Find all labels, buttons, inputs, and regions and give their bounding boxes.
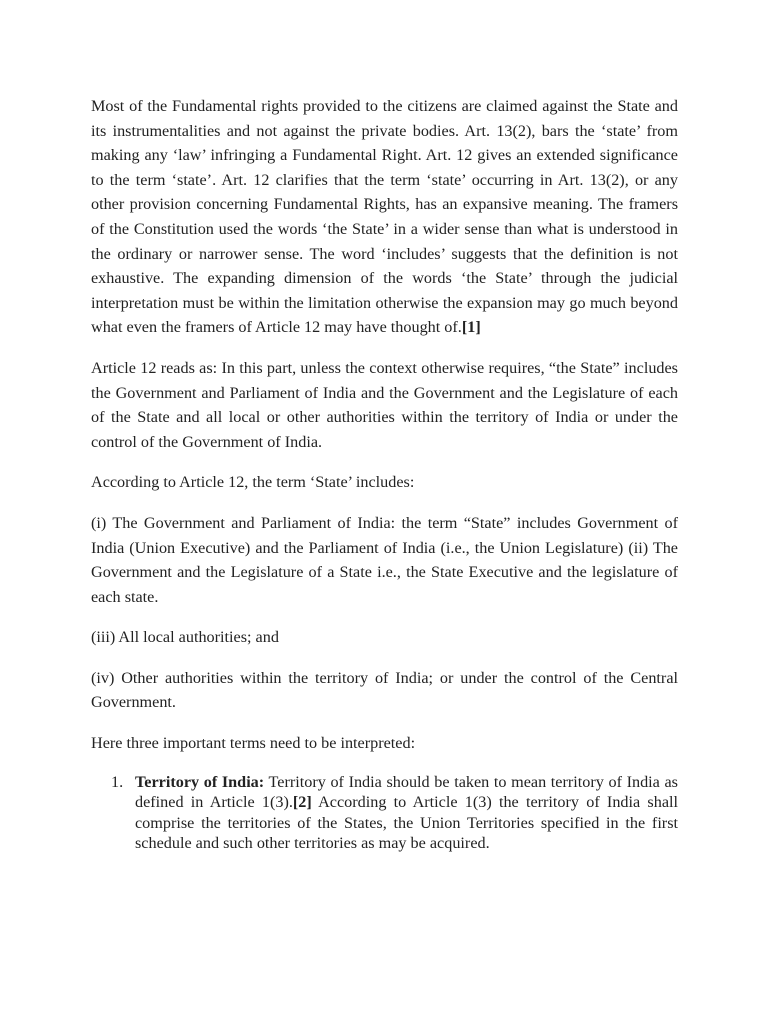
item-i-text: (i) The Government and Parliament of India: the term “State” includes Government of India (Union Executive) and the Parliament of India (i.e., the Union Legislature)	[91, 513, 678, 557]
list-item-text-continued: According to Article 1(3) the territory of India shall comprise the territories of the States, the Union Territories specified in the first schedule and such other territories as may be acquired.	[135, 793, 678, 853]
paragraph-state-instrumentalities	[91, 94, 678, 340]
paragraph-article-12-text: Article 12 reads as: In this part, unless the context otherwise requires, “the State” includes the Government and Parliament of India and the Government and the Legislature of each of the State and all local or other authorities within the territory of India or under the control of the Government of India.	[91, 358, 678, 451]
list-item-text: Territory of India should be taken to mean territory of India as defined in Article 1(3).	[135, 772, 678, 812]
paragraph-item-iv: (iv) Other authorities within the territory of India; or under the control of the Central Government.	[91, 668, 678, 712]
paragraph-items-i-ii	[91, 511, 678, 609]
list-item-number: 1.	[111, 772, 124, 791]
paragraph-item-iii: (iii) All local authorities; and	[91, 628, 279, 647]
list-item-term: Territory of India:	[135, 772, 265, 791]
list-item	[111, 772, 678, 854]
numbered-list	[91, 772, 678, 854]
footnote-ref-2[interactable]: [2]	[292, 793, 312, 812]
paragraph-term-state-includes: According to Article 12, the term ‘State’ includes:	[91, 473, 415, 492]
item-ii-text: (ii) The Government and the Legislature of a State i.e., the State Executive and the legislature of each state.	[91, 538, 678, 606]
paragraph-three-terms: Here three important terms need to be interpreted:	[91, 734, 416, 753]
list-item-body	[135, 772, 678, 854]
footnote-ref-1[interactable]: [1]	[461, 318, 481, 337]
paragraph-text: Most of the Fundamental rights provided to the citizens are claimed against the State and its instrumentalities and not against the private bodies. Art. 13(2), bars the ‘state’ from making any ‘law’ infringing a Fundamental Right. Art. 12 gives an extended significance to the term ‘state’. Art. 12 clarifies that the term ‘state’ occurring in Art. 13(2), or any other provision concerning Fundamental Rights, has an expansive meaning. The framers of the Constitution used the words ‘the State’ in a wider sense than what is understood in the ordinary or narrower sense. The word ‘includes’ suggests that the definition is not exhaustive. The expanding dimension of the words ‘the State’ through the judicial interpretation must be within the limitation otherwise the expansion may go much beyond what even the framers of Article 12 may have thought of.	[91, 97, 678, 337]
